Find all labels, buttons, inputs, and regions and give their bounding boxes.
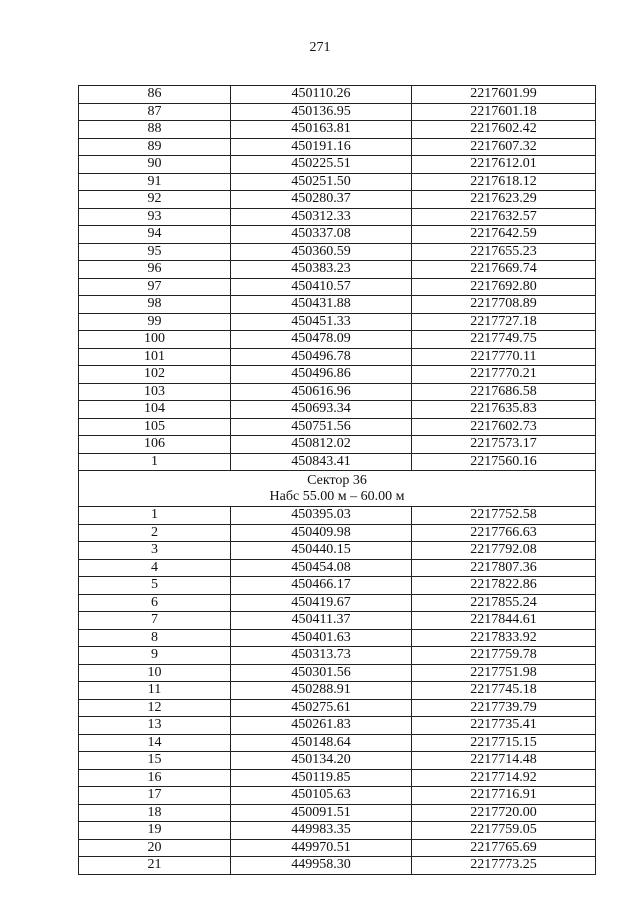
y-coordinate-cell: 2217655.23 bbox=[412, 243, 596, 261]
y-coordinate-cell: 2217716.91 bbox=[412, 787, 596, 805]
y-coordinate-cell: 2217720.00 bbox=[412, 804, 596, 822]
point-number-cell: 10 bbox=[79, 664, 231, 682]
table-body-after bbox=[79, 507, 596, 875]
y-coordinate-cell: 2217708.89 bbox=[412, 296, 596, 314]
y-coordinate-cell: 2217792.08 bbox=[412, 542, 596, 560]
x-coordinate-cell: 450360.59 bbox=[231, 243, 412, 261]
table-row bbox=[79, 348, 596, 366]
table-row bbox=[79, 418, 596, 436]
y-coordinate-cell: 2217770.11 bbox=[412, 348, 596, 366]
point-number-cell: 104 bbox=[79, 401, 231, 419]
x-coordinate-cell: 450288.91 bbox=[231, 682, 412, 700]
y-coordinate-cell: 2217752.58 bbox=[412, 507, 596, 525]
x-coordinate-cell: 450136.95 bbox=[231, 103, 412, 121]
y-coordinate-cell: 2217833.92 bbox=[412, 629, 596, 647]
point-number-cell: 11 bbox=[79, 682, 231, 700]
point-number-cell: 101 bbox=[79, 348, 231, 366]
x-coordinate-cell: 450410.57 bbox=[231, 278, 412, 296]
point-number-cell: 100 bbox=[79, 331, 231, 349]
x-coordinate-cell: 450191.16 bbox=[231, 138, 412, 156]
table-row bbox=[79, 226, 596, 244]
table-row bbox=[79, 453, 596, 471]
x-coordinate-cell: 450251.50 bbox=[231, 173, 412, 191]
table-row bbox=[79, 507, 596, 525]
table-row bbox=[79, 594, 596, 612]
table-row bbox=[79, 612, 596, 630]
y-coordinate-cell: 2217766.63 bbox=[412, 524, 596, 542]
x-coordinate-cell: 450383.23 bbox=[231, 261, 412, 279]
table-row bbox=[79, 629, 596, 647]
x-coordinate-cell: 449958.30 bbox=[231, 857, 412, 875]
x-coordinate-cell: 450148.64 bbox=[231, 734, 412, 752]
table-row bbox=[79, 857, 596, 875]
y-coordinate-cell: 2217560.16 bbox=[412, 453, 596, 471]
sector-title: Сектор 36 bbox=[307, 472, 367, 488]
table-row bbox=[79, 804, 596, 822]
point-number-cell: 1 bbox=[79, 507, 231, 525]
y-coordinate-cell: 2217765.69 bbox=[412, 839, 596, 857]
point-number-cell: 7 bbox=[79, 612, 231, 630]
table-row bbox=[79, 699, 596, 717]
point-number-cell: 87 bbox=[79, 103, 231, 121]
x-coordinate-cell: 450134.20 bbox=[231, 752, 412, 770]
y-coordinate-cell: 2217607.32 bbox=[412, 138, 596, 156]
x-coordinate-cell: 450280.37 bbox=[231, 191, 412, 209]
y-coordinate-cell: 2217844.61 bbox=[412, 612, 596, 630]
y-coordinate-cell: 2217770.21 bbox=[412, 366, 596, 384]
point-number-cell: 92 bbox=[79, 191, 231, 209]
x-coordinate-cell: 450313.73 bbox=[231, 647, 412, 665]
table-row bbox=[79, 103, 596, 121]
table-row bbox=[79, 752, 596, 770]
point-number-cell: 17 bbox=[79, 787, 231, 805]
point-number-cell: 96 bbox=[79, 261, 231, 279]
x-coordinate-cell: 450275.61 bbox=[231, 699, 412, 717]
y-coordinate-cell: 2217807.36 bbox=[412, 559, 596, 577]
table-row bbox=[79, 787, 596, 805]
point-number-cell: 91 bbox=[79, 173, 231, 191]
table-row bbox=[79, 208, 596, 226]
y-coordinate-cell: 2217632.57 bbox=[412, 208, 596, 226]
point-number-cell: 86 bbox=[79, 86, 231, 104]
point-number-cell: 6 bbox=[79, 594, 231, 612]
point-number-cell: 2 bbox=[79, 524, 231, 542]
table-row bbox=[79, 121, 596, 139]
table-row bbox=[79, 524, 596, 542]
x-coordinate-cell: 450411.37 bbox=[231, 612, 412, 630]
point-number-cell: 19 bbox=[79, 822, 231, 840]
point-number-cell: 95 bbox=[79, 243, 231, 261]
x-coordinate-cell: 450843.41 bbox=[231, 453, 412, 471]
y-coordinate-cell: 2217822.86 bbox=[412, 577, 596, 595]
y-coordinate-cell: 2217692.80 bbox=[412, 278, 596, 296]
table-row bbox=[79, 383, 596, 401]
y-coordinate-cell: 2217618.12 bbox=[412, 173, 596, 191]
table-row bbox=[79, 243, 596, 261]
x-coordinate-cell: 450110.26 bbox=[231, 86, 412, 104]
page-number: 271 bbox=[309, 40, 331, 55]
table-row bbox=[79, 436, 596, 454]
y-coordinate-cell: 2217602.42 bbox=[412, 121, 596, 139]
y-coordinate-cell: 2217623.29 bbox=[412, 191, 596, 209]
x-coordinate-cell: 450496.86 bbox=[231, 366, 412, 384]
y-coordinate-cell: 2217642.59 bbox=[412, 226, 596, 244]
table-body-before bbox=[79, 86, 596, 471]
table-row bbox=[79, 156, 596, 174]
table-row bbox=[79, 401, 596, 419]
x-coordinate-cell: 450440.15 bbox=[231, 542, 412, 560]
point-number-cell: 14 bbox=[79, 734, 231, 752]
table-row bbox=[79, 839, 596, 857]
point-number-cell: 21 bbox=[79, 857, 231, 875]
y-coordinate-cell: 2217612.01 bbox=[412, 156, 596, 174]
table-row bbox=[79, 542, 596, 560]
table-row bbox=[79, 577, 596, 595]
point-number-cell: 20 bbox=[79, 839, 231, 857]
y-coordinate-cell: 2217715.15 bbox=[412, 734, 596, 752]
table-row bbox=[79, 769, 596, 787]
sector-header-cell bbox=[79, 471, 596, 507]
point-number-cell: 88 bbox=[79, 121, 231, 139]
x-coordinate-cell: 450091.51 bbox=[231, 804, 412, 822]
x-coordinate-cell: 450751.56 bbox=[231, 418, 412, 436]
point-number-cell: 12 bbox=[79, 699, 231, 717]
y-coordinate-cell: 2217601.18 bbox=[412, 103, 596, 121]
x-coordinate-cell: 450451.33 bbox=[231, 313, 412, 331]
sector-header-row bbox=[79, 471, 596, 507]
x-coordinate-cell: 450312.33 bbox=[231, 208, 412, 226]
y-coordinate-cell: 2217602.73 bbox=[412, 418, 596, 436]
x-coordinate-cell: 450105.63 bbox=[231, 787, 412, 805]
table-row bbox=[79, 717, 596, 735]
y-coordinate-cell: 2217635.83 bbox=[412, 401, 596, 419]
table-row bbox=[79, 86, 596, 104]
table-row bbox=[79, 313, 596, 331]
x-coordinate-cell: 450419.67 bbox=[231, 594, 412, 612]
x-coordinate-cell: 449983.35 bbox=[231, 822, 412, 840]
point-number-cell: 15 bbox=[79, 752, 231, 770]
table-row bbox=[79, 734, 596, 752]
x-coordinate-cell: 450466.17 bbox=[231, 577, 412, 595]
point-number-cell: 13 bbox=[79, 717, 231, 735]
table-row bbox=[79, 682, 596, 700]
x-coordinate-cell: 450409.98 bbox=[231, 524, 412, 542]
table-row bbox=[79, 191, 596, 209]
point-number-cell: 9 bbox=[79, 647, 231, 665]
table-row bbox=[79, 366, 596, 384]
x-coordinate-cell: 450119.85 bbox=[231, 769, 412, 787]
point-number-cell: 16 bbox=[79, 769, 231, 787]
point-number-cell: 99 bbox=[79, 313, 231, 331]
table-row bbox=[79, 331, 596, 349]
point-number-cell: 103 bbox=[79, 383, 231, 401]
point-number-cell: 3 bbox=[79, 542, 231, 560]
y-coordinate-cell: 2217727.18 bbox=[412, 313, 596, 331]
table-row bbox=[79, 138, 596, 156]
x-coordinate-cell: 450431.88 bbox=[231, 296, 412, 314]
table-row bbox=[79, 296, 596, 314]
x-coordinate-cell: 450616.96 bbox=[231, 383, 412, 401]
point-number-cell: 8 bbox=[79, 629, 231, 647]
y-coordinate-cell: 2217759.78 bbox=[412, 647, 596, 665]
point-number-cell: 1 bbox=[79, 453, 231, 471]
point-number-cell: 4 bbox=[79, 559, 231, 577]
point-number-cell: 97 bbox=[79, 278, 231, 296]
x-coordinate-cell: 450454.08 bbox=[231, 559, 412, 577]
y-coordinate-cell: 2217745.18 bbox=[412, 682, 596, 700]
point-number-cell: 89 bbox=[79, 138, 231, 156]
y-coordinate-cell: 2217759.05 bbox=[412, 822, 596, 840]
x-coordinate-cell: 450337.08 bbox=[231, 226, 412, 244]
x-coordinate-cell: 450301.56 bbox=[231, 664, 412, 682]
sector-header-group bbox=[79, 471, 596, 507]
x-coordinate-cell: 450395.03 bbox=[231, 507, 412, 525]
y-coordinate-cell: 2217714.48 bbox=[412, 752, 596, 770]
point-number-cell: 18 bbox=[79, 804, 231, 822]
table-row bbox=[79, 261, 596, 279]
point-number-cell: 98 bbox=[79, 296, 231, 314]
point-number-cell: 93 bbox=[79, 208, 231, 226]
x-coordinate-cell: 450496.78 bbox=[231, 348, 412, 366]
table-row bbox=[79, 559, 596, 577]
table-row bbox=[79, 647, 596, 665]
y-coordinate-cell: 2217686.58 bbox=[412, 383, 596, 401]
x-coordinate-cell: 450163.81 bbox=[231, 121, 412, 139]
point-number-cell: 5 bbox=[79, 577, 231, 595]
table-row bbox=[79, 173, 596, 191]
point-number-cell: 105 bbox=[79, 418, 231, 436]
coordinates-table bbox=[78, 85, 596, 875]
y-coordinate-cell: 2217601.99 bbox=[412, 86, 596, 104]
x-coordinate-cell: 450261.83 bbox=[231, 717, 412, 735]
x-coordinate-cell: 450225.51 bbox=[231, 156, 412, 174]
table-row bbox=[79, 278, 596, 296]
x-coordinate-cell: 450478.09 bbox=[231, 331, 412, 349]
x-coordinate-cell: 449970.51 bbox=[231, 839, 412, 857]
y-coordinate-cell: 2217739.79 bbox=[412, 699, 596, 717]
point-number-cell: 106 bbox=[79, 436, 231, 454]
sector-subtitle: Набс 55.00 м – 60.00 м bbox=[269, 488, 405, 504]
point-number-cell: 90 bbox=[79, 156, 231, 174]
table-row bbox=[79, 822, 596, 840]
point-number-cell: 102 bbox=[79, 366, 231, 384]
y-coordinate-cell: 2217573.17 bbox=[412, 436, 596, 454]
y-coordinate-cell: 2217773.25 bbox=[412, 857, 596, 875]
y-coordinate-cell: 2217735.41 bbox=[412, 717, 596, 735]
x-coordinate-cell: 450401.63 bbox=[231, 629, 412, 647]
table-row bbox=[79, 664, 596, 682]
y-coordinate-cell: 2217714.92 bbox=[412, 769, 596, 787]
y-coordinate-cell: 2217749.75 bbox=[412, 331, 596, 349]
x-coordinate-cell: 450693.34 bbox=[231, 401, 412, 419]
point-number-cell: 94 bbox=[79, 226, 231, 244]
x-coordinate-cell: 450812.02 bbox=[231, 436, 412, 454]
y-coordinate-cell: 2217855.24 bbox=[412, 594, 596, 612]
y-coordinate-cell: 2217669.74 bbox=[412, 261, 596, 279]
y-coordinate-cell: 2217751.98 bbox=[412, 664, 596, 682]
